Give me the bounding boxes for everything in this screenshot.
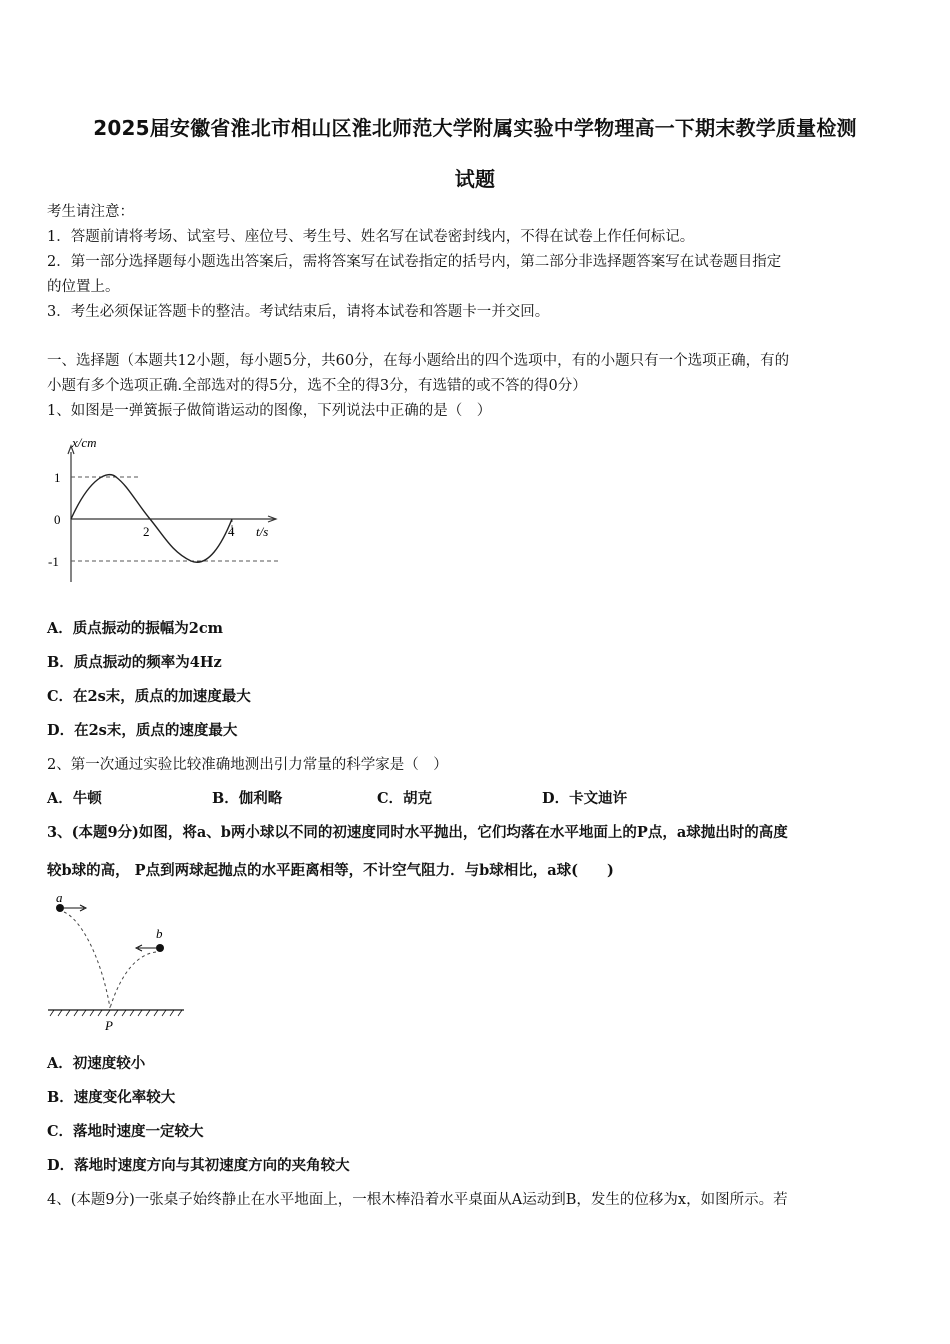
ground-hatching: [50, 1010, 182, 1016]
notice-heading: 考生请注意：: [47, 204, 134, 220]
q4-stem: 4、(本题9分)一张桌子始终静止在水平地面上，一根木棒沿着水平桌面从A运动到B，发生的位移为x，如图所示。若: [47, 1192, 788, 1208]
q1-option-a[interactable]: A．质点振动的振幅为2cm: [47, 620, 224, 637]
tick-x-end: 4: [228, 524, 235, 539]
tick-origin: 0: [54, 512, 61, 527]
y-axis-label: x/cm: [72, 435, 97, 450]
label-a: a: [56, 890, 63, 905]
trajectory-b: [110, 952, 156, 1008]
notice-item-2-cont: 的位置上。: [47, 279, 120, 295]
tick-y-top: 1: [54, 470, 61, 485]
notice-item-2: 2．第一部分选择题每小题选出答案后，需将答案写在试卷指定的括号内，第二部分非选择题答案写在试卷题目指定: [47, 254, 782, 270]
q3-option-b[interactable]: B．速度变化率较大: [47, 1089, 176, 1106]
section1-instructions-line1: 一、选择题（本题共12小题，每小题5分，共60分，在每小题给出的四个选项中，有的小题只有一个选项正确，有的: [47, 353, 790, 369]
notice-item-3: 3．考生必须保证答题卡的整洁。考试结束后，请将本试卷和答题卡一并交回。: [47, 304, 550, 320]
q1-option-d[interactable]: D．在2s末，质点的速度最大: [47, 722, 238, 739]
q1-option-c[interactable]: C．在2s末，质点的加速度最大: [47, 688, 251, 705]
q3-option-d[interactable]: D．落地时速度方向与其初速度方向的夹角较大: [47, 1157, 350, 1174]
tick-x-mid: 2: [143, 524, 150, 539]
section1-instructions-line2: 小题有多个选项正确.全部选对的得5分，选不全的得3分，有选错的或不答的得0分）: [47, 378, 587, 394]
q3-stem-line2: 较b球的高， P点到两球起抛点的水平距离相等，不计空气阻力．与b球相比，a球( ): [47, 862, 614, 879]
q1-option-b[interactable]: B．质点振动的频率为4Hz: [47, 654, 222, 671]
q2-option-a[interactable]: A．牛顿: [47, 790, 102, 807]
exam-title-line1: 2025届安徽省淮北市相山区淮北师范大学附属实验中学物理高一下期末教学质量检测: [93, 116, 857, 140]
q3-stem-line1: 3、(本题9分)如图，将a、b两小球以不同的初速度同时水平抛出，它们均落在水平地面上的P点，a球抛出时的高度: [47, 824, 788, 841]
label-p: P: [105, 1018, 113, 1033]
q2-option-c[interactable]: C．胡克: [377, 790, 433, 807]
q3-option-c[interactable]: C．落地时速度一定较大: [47, 1123, 204, 1140]
label-b: b: [156, 926, 163, 941]
q3-option-a[interactable]: A．初速度较小: [47, 1055, 146, 1072]
trajectory-a: [64, 912, 110, 1008]
notice-item-1: 1．答题前请将考场、试室号、座位号、考生号、姓名写在试卷密封线内，不得在试卷上作任何标记。: [47, 229, 695, 245]
exam-title-line2: 试题: [454, 167, 496, 191]
q2-option-d[interactable]: D．卡文迪许: [542, 790, 628, 807]
x-axis-label: t/s: [256, 524, 269, 539]
ball-b: [156, 944, 164, 952]
tick-y-bottom: -1: [48, 554, 59, 569]
q1-shm-graph: [44, 432, 284, 592]
q1-stem: 1、如图是一弹簧振子做简谐运动的图像，下列说法中正确的是（ ）: [47, 403, 492, 419]
q2-stem: 2、第一次通过实验比较准确地测出引力常量的科学家是（ ）: [47, 757, 448, 773]
ball-a: [56, 904, 64, 912]
q3-projectile-figure: [44, 890, 194, 1038]
q2-option-b[interactable]: B．伽利略: [212, 790, 283, 807]
